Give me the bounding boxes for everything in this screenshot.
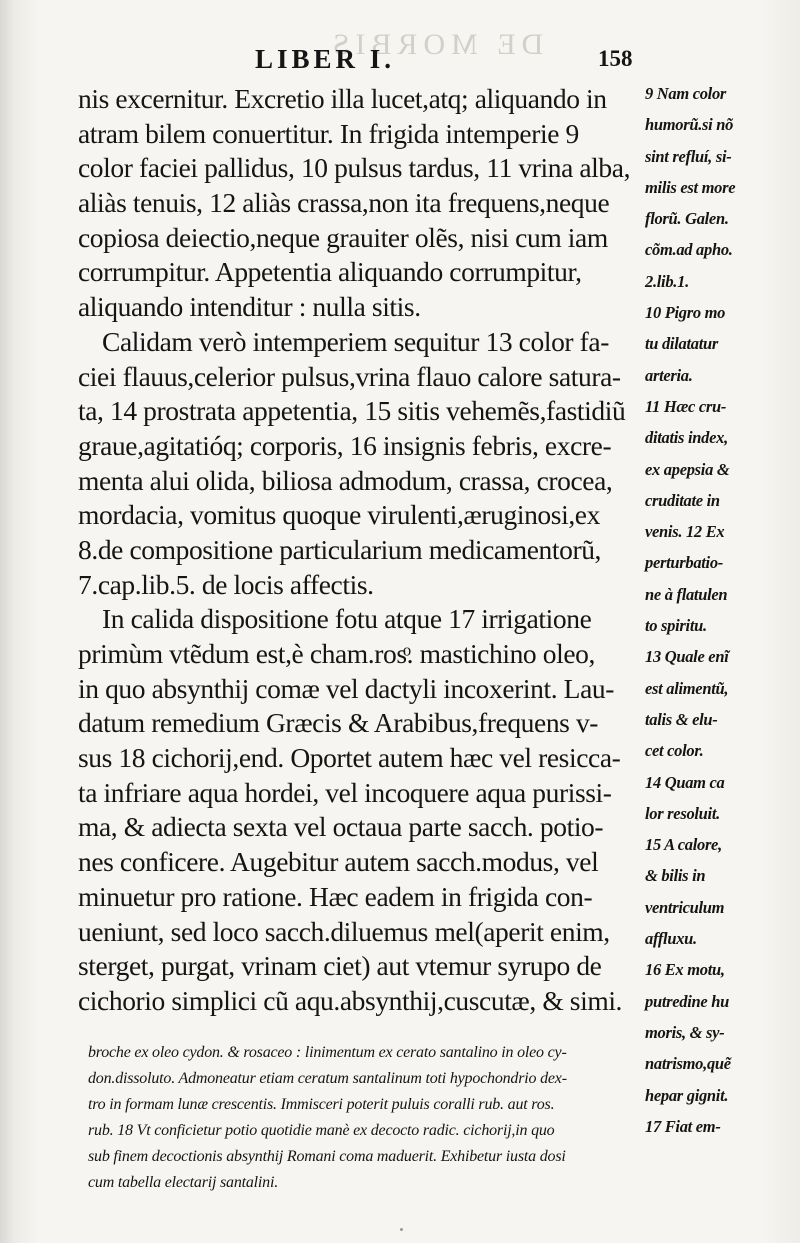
text-line: ueniunt, sed loco sacch.diluemus mel(aperit enim, bbox=[78, 915, 610, 947]
text-line: atram bilem conuertitur. In frigida intemperie 9 bbox=[78, 117, 579, 149]
margin-note-line: 9 Nam color bbox=[645, 84, 727, 103]
text-line: cichorio simplici cũ aqu.absynthij,cuscutæ, & simi. bbox=[78, 984, 623, 1016]
margin-note-line: lor resoluit. bbox=[645, 803, 720, 823]
margin-note-line: ex apepsia & bbox=[645, 459, 730, 479]
margin-note-line: 16 Ex motu, bbox=[645, 960, 725, 980]
margin-note-line: sint refluí, si- bbox=[645, 146, 732, 166]
margin-note-line: 2.lib.1. bbox=[645, 271, 689, 291]
text-line: mordacia, vomitus quoque virulenti,æruginosi,ex bbox=[78, 499, 600, 531]
text-line: primùm vtẽdum est,è cham.rosͦ. mastichino oleo, bbox=[78, 638, 595, 669]
marginal-notes bbox=[645, 78, 800, 1142]
text-line: sus 18 cichorij,end. Oportet autem hæc vel resicca- bbox=[78, 742, 621, 774]
text-line: datum remedium Græcis & Arabibus,frequens v- bbox=[78, 707, 599, 739]
text-line: ciei flauus,celerior pulsus,vrina flauo calore satura- bbox=[78, 360, 621, 392]
margin-note-line: florũ. Galen. bbox=[645, 209, 729, 229]
text-line: ta infriare aqua hordei, vel incoquere aqua purissi- bbox=[78, 776, 612, 808]
footnote-line: rub. 18 Vt conficietur potio quotidie manè ex decocto radic. cichorij,in quo bbox=[88, 1122, 555, 1139]
text-line: menta alui olida, biliosa admodum, crassa, crocea, bbox=[78, 464, 613, 496]
margin-note-line: hepar gignit. bbox=[645, 1085, 729, 1105]
margin-note-line: perturbatio- bbox=[645, 553, 723, 573]
text-line: ma, & adiecta sexta vel octaua parte sacch. potio- bbox=[78, 811, 604, 843]
margin-note-line: cruditate in bbox=[645, 490, 720, 510]
margin-note-line: milis est more bbox=[645, 177, 736, 197]
paragraph-start-line: Calidam verò intemperiem sequitur 13 color fa- bbox=[102, 325, 609, 357]
footnote-line: broche ex oleo cydon. & rosaceo : linimentum ex cerato santalino in oleo cy- bbox=[88, 1044, 567, 1061]
margin-note-line: moris, & sy- bbox=[645, 1022, 725, 1042]
page-number: 158 bbox=[598, 46, 633, 71]
text-line: sterget, purgat, vrinam ciet) aut vtemur syrupo de bbox=[78, 950, 602, 982]
text-line: in quo absynthij comæ vel dactyli incoxerint. Lau- bbox=[78, 672, 614, 704]
text-line: 7.cap.lib.5. de locis affectis. bbox=[78, 568, 374, 600]
running-title: LIBER I. bbox=[255, 44, 396, 74]
text-line: nis excernitur. Excretio illa lucet,atq; aliquando in bbox=[78, 83, 607, 114]
footnote-block bbox=[88, 1040, 788, 1196]
margin-note-line: ne à flatulen bbox=[645, 584, 728, 604]
margin-note-line: affluxu. bbox=[645, 929, 697, 949]
margin-note-line: 11 Hæc cru- bbox=[645, 396, 727, 416]
text-line: minuetur pro ratione. Hæc eadem in frigida con- bbox=[78, 880, 593, 912]
text-line: ta, 14 prostrata appetentia, 15 sitis vehemẽs,fastidiũ bbox=[78, 395, 626, 427]
margin-note-line: 15 A calore, bbox=[645, 835, 722, 855]
margin-note-line: cet color. bbox=[645, 741, 704, 761]
footnote-line: tro in formam lunæ crescentis. Immisceri poterit puluis coralli rub. aut ros. bbox=[88, 1096, 555, 1113]
text-line: graue,agitatióq; corporis, 16 insignis febris, excre- bbox=[78, 429, 612, 461]
margin-note-line: 17 Fiat em- bbox=[645, 1116, 721, 1136]
text-line: corrumpitur. Appetentia aliquando corrumpitur, bbox=[78, 256, 582, 288]
margin-note-line: 13 Quale enĩ bbox=[645, 647, 729, 667]
text-line: copiosa deiectio,neque grauiter olẽs, nisi cum iam bbox=[78, 221, 608, 253]
text-line: nes conficere. Augebitur autem sacch.modus, vel bbox=[78, 846, 599, 878]
main-text-column bbox=[78, 82, 643, 1019]
margin-note-line: natrismo,quẽ bbox=[645, 1054, 731, 1074]
margin-note-line: 10 Pigro mo bbox=[645, 303, 726, 323]
text-line: 8.de compositione particularium medicamentorũ, bbox=[78, 533, 602, 565]
margin-note-line: putredine hu bbox=[645, 991, 729, 1011]
margin-note-line: venis. 12 Ex bbox=[645, 522, 725, 542]
footnote-line: cum tabella electarij santalini. bbox=[88, 1174, 279, 1191]
margin-note-line: talis & elu- bbox=[645, 709, 718, 729]
margin-note-line: arteria. bbox=[645, 365, 693, 385]
margin-note-line: to spiritu. bbox=[645, 616, 707, 636]
margin-note-line: ventriculum bbox=[645, 897, 725, 917]
text-line: aliàs tenuis, 12 aliàs crassa,non ita frequens,neque bbox=[78, 187, 610, 219]
margin-note-line: & bilis in bbox=[645, 866, 706, 886]
bleed-through-text: DE MORBIS bbox=[326, 28, 544, 61]
footnote-line: don.dissoluto. Admoneatur etiam ceratum santalinum toti hypochondrio dex- bbox=[88, 1070, 567, 1087]
margin-note-line: ditatis index, bbox=[645, 428, 728, 448]
page-header bbox=[0, 44, 800, 80]
margin-note-line: tu dilatatur bbox=[645, 334, 718, 354]
ink-speck bbox=[400, 1228, 403, 1231]
footnote-line: sub finem decoctionis absynthij Romani coma maduerit. Exhibetur iusta dosi bbox=[88, 1148, 566, 1165]
paragraph-start-line: In calida dispositione fotu atque 17 irrigatione bbox=[102, 603, 592, 635]
margin-note-line: humorũ.si nõ bbox=[645, 115, 734, 135]
text-line: aliquando intenditur : nulla sitis. bbox=[78, 291, 421, 323]
margin-note-line: 14 Quam ca bbox=[645, 772, 725, 792]
margin-note-line: cõm.ad apho. bbox=[645, 240, 733, 260]
margin-note-line: est alimentũ, bbox=[645, 678, 729, 698]
text-line: color faciei pallidus, 10 pulsus tardus, 11 vrina alba, bbox=[78, 152, 631, 184]
